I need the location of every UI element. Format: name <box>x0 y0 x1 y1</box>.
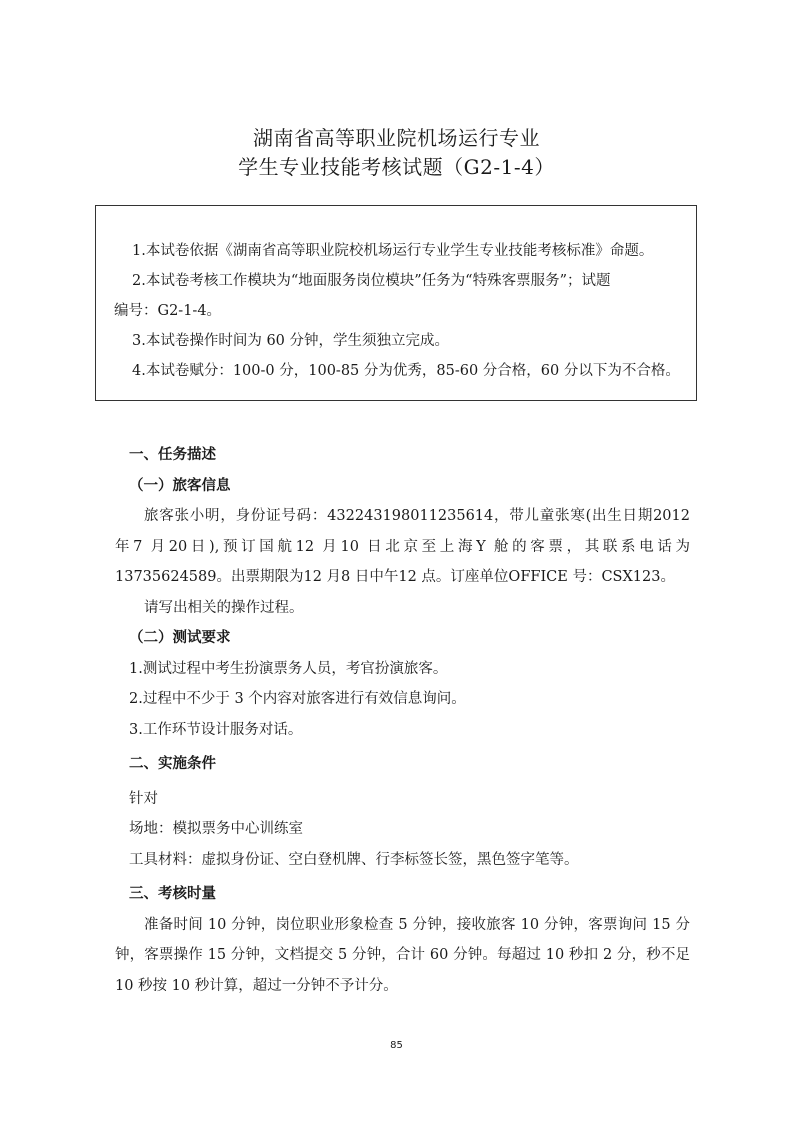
conditions-line: 工具材料：虚拟身份证、空白登机牌、行李标签长签，黑色签字笔等。 <box>129 851 579 868</box>
notice-item-2-cont: 编号：G2-1-4。 <box>114 303 222 319</box>
section-heading-duration: 三、考核时量 <box>129 886 216 902</box>
notice-item-4: 4.本试卷赋分：100-0 分，100-85 分为优秀，85-60 分合格，60 分以下为不合格。 <box>132 363 680 379</box>
passenger-info-paragraph: 旅客张小明，身份证号码：432243198011235614，带儿童张寒(出生日期2012 年7 月20日),预订国航12 月10 日北京至上海Y 舱的客票，其联系电话为13735624589。出票期限为12 月8 日中午12 点。订座单位OFFICE 号：CSX123。 <box>115 508 690 585</box>
instruction-line: 请写出相关的操作过程。 <box>144 599 304 616</box>
subheading-passenger-info: （一）旅客信息 <box>129 477 231 494</box>
conditions-line: 场地：模拟票务中心训练室 <box>129 821 303 837</box>
requirement-item: 3.工作环节设计服务对话。 <box>129 721 303 738</box>
section-heading-task: 一、任务描述 <box>129 447 216 463</box>
page-title-line1: 湖南省高等职业院机场运行专业 <box>253 126 540 150</box>
subheading-test-requirements: （二）测试要求 <box>129 630 231 646</box>
section-heading-conditions: 二、实施条件 <box>129 756 216 772</box>
notice-item-3: 3.本试卷操作时间为 60 分钟，学生须独立完成。 <box>132 333 450 349</box>
document-body <box>115 440 690 1001</box>
requirement-item: 2.过程中不少于 3 个内容对旅客进行有效信息询问。 <box>129 691 466 707</box>
notice-item-2: 2.本试卷考核工作模块为“地面服务岗位模块”任务为“特殊客票服务”；试题 <box>132 273 611 289</box>
duration-paragraph: 准备时间 10 分钟，岗位职业形象检查 5 分钟，接收旅客 10 分钟，客票询问 15 分钟，客票操作 15 分钟，文档提交 5 分钟，合计 60 分钟。每超过 10 秒扣 2 分，秒不足 10 秒按 10 秒计算，超过一分钟不予计分。 <box>115 916 690 994</box>
notice-item-1: 1.本试卷依据《湖南省高等职业院校机场运行专业学生专业技能考核标准》命题。 <box>132 243 654 259</box>
requirement-item: 1.测试过程中考生扮演票务人员，考官扮演旅客。 <box>129 660 448 677</box>
exam-notice-box <box>95 205 697 401</box>
conditions-line: 针对 <box>129 790 158 807</box>
page-title-line2: 学生专业技能考核试题（G2-1-4） <box>238 155 555 179</box>
page-number: 85 <box>390 1040 403 1051</box>
